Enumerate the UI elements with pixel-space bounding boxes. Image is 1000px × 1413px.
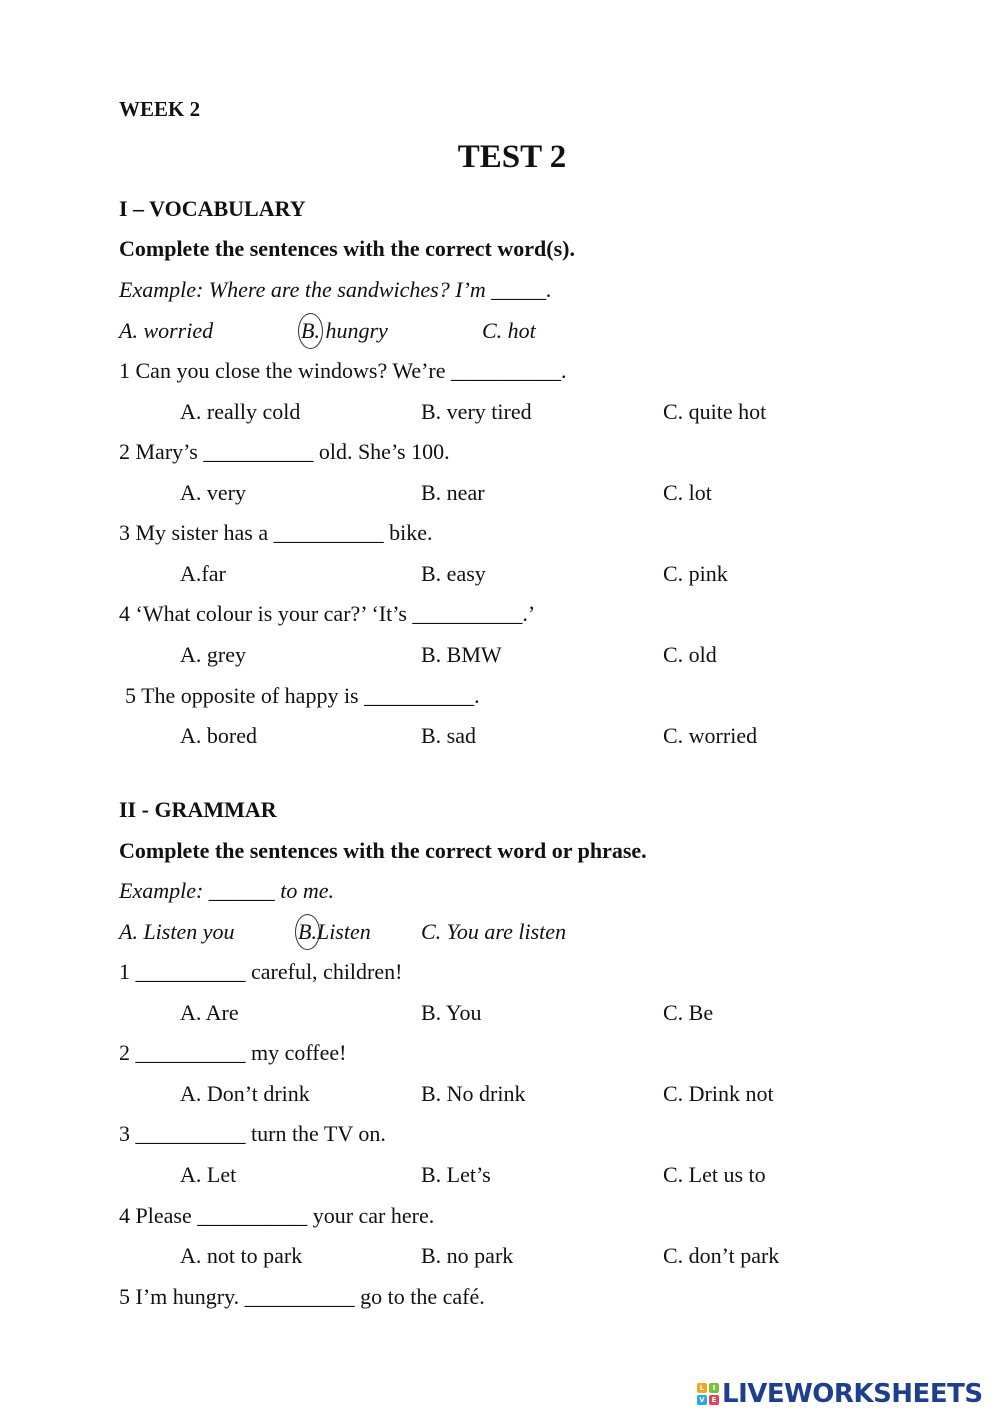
vocabulary-instruction: Complete the sentences with the correct word(s). xyxy=(119,236,575,261)
vocabulary-option-b[interactable]: B. near xyxy=(421,480,485,505)
vocabulary-option-c[interactable]: C. quite hot xyxy=(663,399,767,424)
answer-circle: B. xyxy=(295,914,320,950)
logo-mark-letter: V xyxy=(697,1395,707,1405)
vocabulary-example-option-b xyxy=(301,320,388,342)
grammar-example-sentence: Example: ______ to me. xyxy=(119,878,335,903)
grammar-option-b[interactable]: B. Let’s xyxy=(421,1162,491,1187)
grammar-option-c[interactable]: C. Let us to xyxy=(663,1162,766,1187)
grammar-instruction: Complete the sentences with the correct word or phrase. xyxy=(119,838,647,863)
logo-mark-letter: L xyxy=(697,1383,707,1393)
vocabulary-question: 4 ‘What colour is your car?’ ‘It’s __________.’ xyxy=(119,601,536,626)
grammar-example-option-a: A. Listen you xyxy=(119,919,235,944)
vocabulary-option-b[interactable]: B. easy xyxy=(421,561,486,586)
grammar-option-c[interactable]: C. don’t park xyxy=(663,1243,780,1268)
liveworksheets-logo xyxy=(697,1379,983,1409)
vocabulary-question: 3 My sister has a __________ bike. xyxy=(119,520,433,545)
logo-mark-letter: E xyxy=(709,1395,719,1405)
grammar-example-option-b xyxy=(298,921,371,943)
grammar-example-option-b-text: Listen xyxy=(316,919,371,944)
logo-mark-letter: I xyxy=(709,1383,719,1393)
answer-circle: B. xyxy=(298,313,323,349)
vocabulary-option-b[interactable]: B. very tired xyxy=(421,399,532,424)
grammar-option-b[interactable]: B. No drink xyxy=(421,1081,526,1106)
vocabulary-option-a[interactable]: A. bored xyxy=(180,723,257,748)
grammar-option-a[interactable]: A. Are xyxy=(180,1000,239,1025)
vocabulary-question: 1 Can you close the windows? We’re __________. xyxy=(119,358,567,383)
grammar-question: 2 __________ my coffee! xyxy=(119,1040,347,1065)
grammar-question: 5 I’m hungry. __________ go to the café. xyxy=(119,1284,485,1309)
vocabulary-example-option-c: C. hot xyxy=(482,318,536,343)
liveworksheets-logo-text: LIVEWORKSHEETS xyxy=(722,1379,983,1409)
grammar-example-option-c: C. You are listen xyxy=(421,919,567,944)
grammar-option-c[interactable]: C. Drink not xyxy=(663,1081,774,1106)
grammar-option-b[interactable]: B. no park xyxy=(421,1243,514,1268)
grammar-option-a[interactable]: A. Don’t drink xyxy=(180,1081,310,1106)
vocabulary-option-b[interactable]: B. BMW xyxy=(421,642,502,667)
grammar-heading: II - GRAMMAR xyxy=(119,797,277,822)
vocabulary-option-a[interactable]: A. grey xyxy=(180,642,246,667)
grammar-question: 1 __________ careful, children! xyxy=(119,959,403,984)
vocabulary-option-a[interactable]: A.far xyxy=(180,561,226,586)
grammar-option-a[interactable]: A. Let xyxy=(180,1162,237,1187)
grammar-question: 3 __________ turn the TV on. xyxy=(119,1121,386,1146)
vocabulary-option-a[interactable]: A. really cold xyxy=(180,399,301,424)
vocabulary-option-b[interactable]: B. sad xyxy=(421,723,476,748)
vocabulary-question: 2 Mary’s __________ old. She’s 100. xyxy=(119,439,450,464)
vocabulary-option-a[interactable]: A. very xyxy=(180,480,246,505)
vocabulary-example-option-a: A. worried xyxy=(119,318,214,343)
grammar-question: 4 Please __________ your car here. xyxy=(119,1203,435,1228)
vocabulary-option-c[interactable]: C. old xyxy=(663,642,717,667)
vocabulary-option-c[interactable]: C. lot xyxy=(663,480,712,505)
grammar-option-b[interactable]: B. You xyxy=(421,1000,482,1025)
vocabulary-example-option-b-text: hungry xyxy=(319,318,388,343)
vocabulary-example-sentence: Example: Where are the sandwiches? I’m _____. xyxy=(119,277,552,302)
liveworksheets-logo-icon xyxy=(697,1383,719,1405)
vocabulary-question: 5 The opposite of happy is __________. xyxy=(125,683,480,708)
vocabulary-option-c[interactable]: C. pink xyxy=(663,561,728,586)
vocabulary-heading: I – VOCABULARY xyxy=(119,196,306,221)
grammar-option-c[interactable]: C. Be xyxy=(663,1000,714,1025)
page-title: TEST 2 xyxy=(457,139,567,175)
grammar-option-a[interactable]: A. not to park xyxy=(180,1243,303,1268)
week-label: WEEK 2 xyxy=(119,97,201,121)
vocabulary-option-c[interactable]: C. worried xyxy=(663,723,758,748)
